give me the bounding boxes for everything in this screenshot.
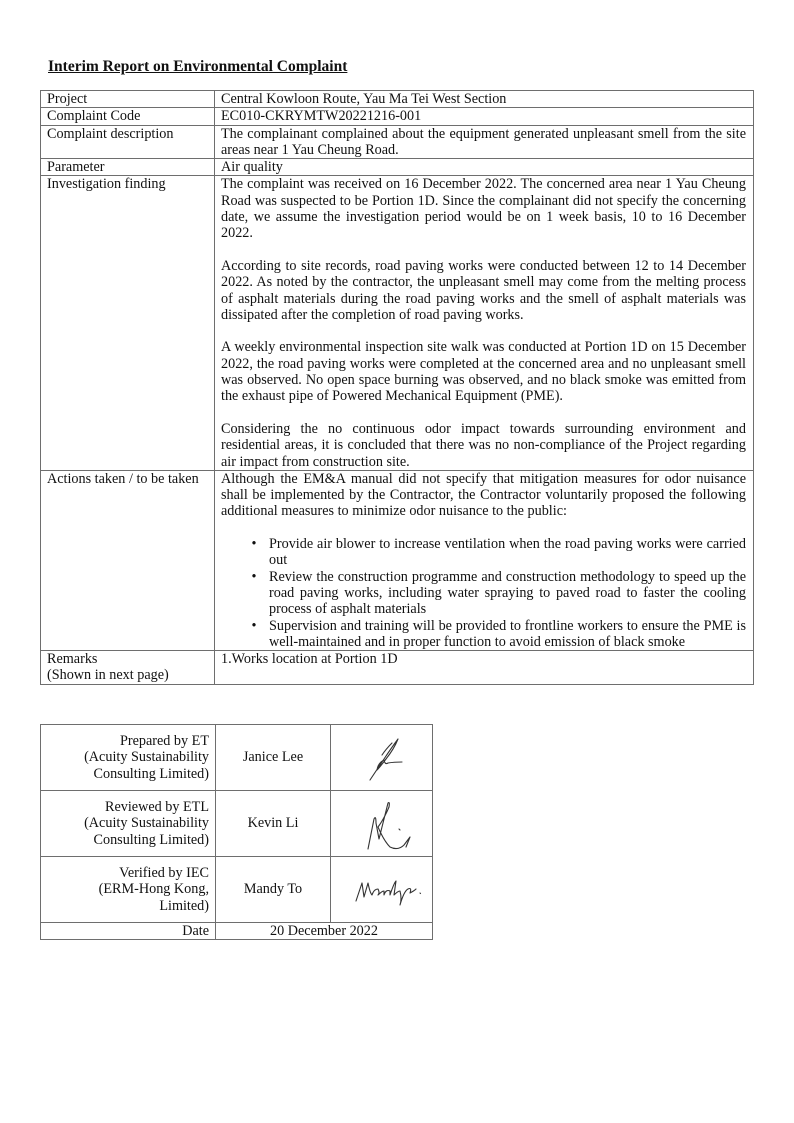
complaint-description-label: Complaint description <box>41 125 215 159</box>
signature-janice-lee-icon <box>332 727 432 789</box>
actions-intro: Although the EM&A manual did not specify that mitigation measures for odor nuisance shall be implemented by the Contractor, the Contractor voluntarily proposed the following additional measures to minimize odor nuisance to the public: <box>221 470 746 520</box>
row-complaint-description <box>41 125 754 159</box>
action-item <box>221 569 746 618</box>
signoff-role <box>41 791 216 857</box>
report-title: Interim Report on Environmental Complaint <box>48 58 348 75</box>
remarks-value: 1.Works location at Portion 1D <box>215 651 754 685</box>
remarks-label-line2: (Shown in next page) <box>47 667 169 684</box>
role-line: Consulting Limited) <box>93 765 209 782</box>
bullet-icon: • <box>251 568 257 585</box>
actions-value <box>215 470 754 650</box>
project-label: Project <box>41 91 215 108</box>
signoff-row <box>41 725 433 791</box>
action-item <box>221 618 746 651</box>
role-line: Limited) <box>159 897 209 914</box>
date-label: Date <box>41 923 216 940</box>
role-line: (ERM-Hong Kong, <box>98 881 209 898</box>
remarks-label-line1: Remarks <box>47 651 98 668</box>
complaint-code-value: EC010-CKRYMTW20221216-001 <box>215 108 754 125</box>
bullet-icon: • <box>251 617 257 634</box>
date-value: 20 December 2022 <box>216 923 433 940</box>
complaint-details-table <box>40 90 754 685</box>
investigation-finding-value <box>215 176 754 470</box>
finding-paragraph: A weekly environmental inspection site walk was conducted at Portion 1D on 15 December 2022, the road paving works were completed at the concerned area and no unpleasant smell was observed. No open space burning was observed, and no black smoke was emitted from the exhaust pipe of Powered Mechanical Equipment (PME). <box>221 339 746 405</box>
row-parameter <box>41 159 754 176</box>
actions-list <box>221 536 746 650</box>
row-complaint-code <box>41 108 754 125</box>
role-line: Verified by IEC <box>119 865 209 882</box>
role-line: (Acuity Sustainability <box>84 749 209 766</box>
signoff-role <box>41 857 216 923</box>
project-value: Central Kowloon Route, Yau Ma Tei West Section <box>215 91 754 108</box>
bullet-icon: • <box>251 536 257 553</box>
signature-kevin-li-icon <box>332 793 432 855</box>
action-text: Supervision and training will be provided to frontline workers to ensure the PME is well-maintained and in proper function to avoid emission of black smoke <box>269 617 746 650</box>
investigation-finding-label: Investigation finding <box>41 176 215 470</box>
actions-label: Actions taken / to be taken <box>41 470 215 650</box>
parameter-value: Air quality <box>215 159 754 176</box>
signature-kevin-li <box>331 791 433 857</box>
role-line: (Acuity Sustainability <box>84 815 209 832</box>
finding-paragraph: The complaint was received on 16 December 2022. The concerned area near 1 Yau Cheung Road was suspected to be Portion 1D. Since the complainant did not specify the concerning date, we assume the investigation period would be on 1 week basis, 10 to 16 December 2022. <box>221 176 746 242</box>
role-line: Consulting Limited) <box>93 831 209 848</box>
signoff-name: Mandy To <box>216 857 331 923</box>
row-actions <box>41 470 754 650</box>
complaint-code-label: Complaint Code <box>41 108 215 125</box>
row-remarks <box>41 651 754 685</box>
finding-paragraph: According to site records, road paving works were conducted between 12 to 14 December 2022. As noted by the contractor, the unpleasant smell may come from the melting process of asphalt materials during the road paving works and the smell of asphalt materials was dissipated after the completion of road paving works. <box>221 257 746 323</box>
signoff-date-row <box>41 923 433 940</box>
row-investigation-finding <box>41 176 754 470</box>
signoff-role <box>41 725 216 791</box>
signoff-name: Janice Lee <box>216 725 331 791</box>
finding-paragraph: Considering the no continuous odor impact towards surrounding environment and residential areas, it is concluded that there was no non-compliance of the Project regarding air impact from construction site. <box>221 420 746 470</box>
row-project <box>41 91 754 108</box>
signature-mandy-to-icon <box>332 859 432 921</box>
complaint-description-value: The complainant complained about the equipment generated unpleasant smell from the site areas near 1 Yau Cheung Road. <box>215 125 754 159</box>
action-text: Provide air blower to increase ventilation when the road paving works were carried out <box>269 536 746 569</box>
signoff-row <box>41 791 433 857</box>
remarks-label <box>41 651 215 685</box>
action-text: Review the construction programme and construction methodology to speed up the road paving works, including water spraying to paved road to faster the cooling process of asphalt materials <box>269 568 746 618</box>
signature-mandy-to <box>331 857 433 923</box>
role-line: Prepared by ET <box>119 733 209 750</box>
signature-janice-lee <box>331 725 433 791</box>
signoff-table <box>40 724 433 940</box>
signoff-row <box>41 857 433 923</box>
action-item <box>221 536 746 569</box>
role-line: Reviewed by ETL <box>104 799 209 816</box>
parameter-label: Parameter <box>41 159 215 176</box>
signoff-name: Kevin Li <box>216 791 331 857</box>
